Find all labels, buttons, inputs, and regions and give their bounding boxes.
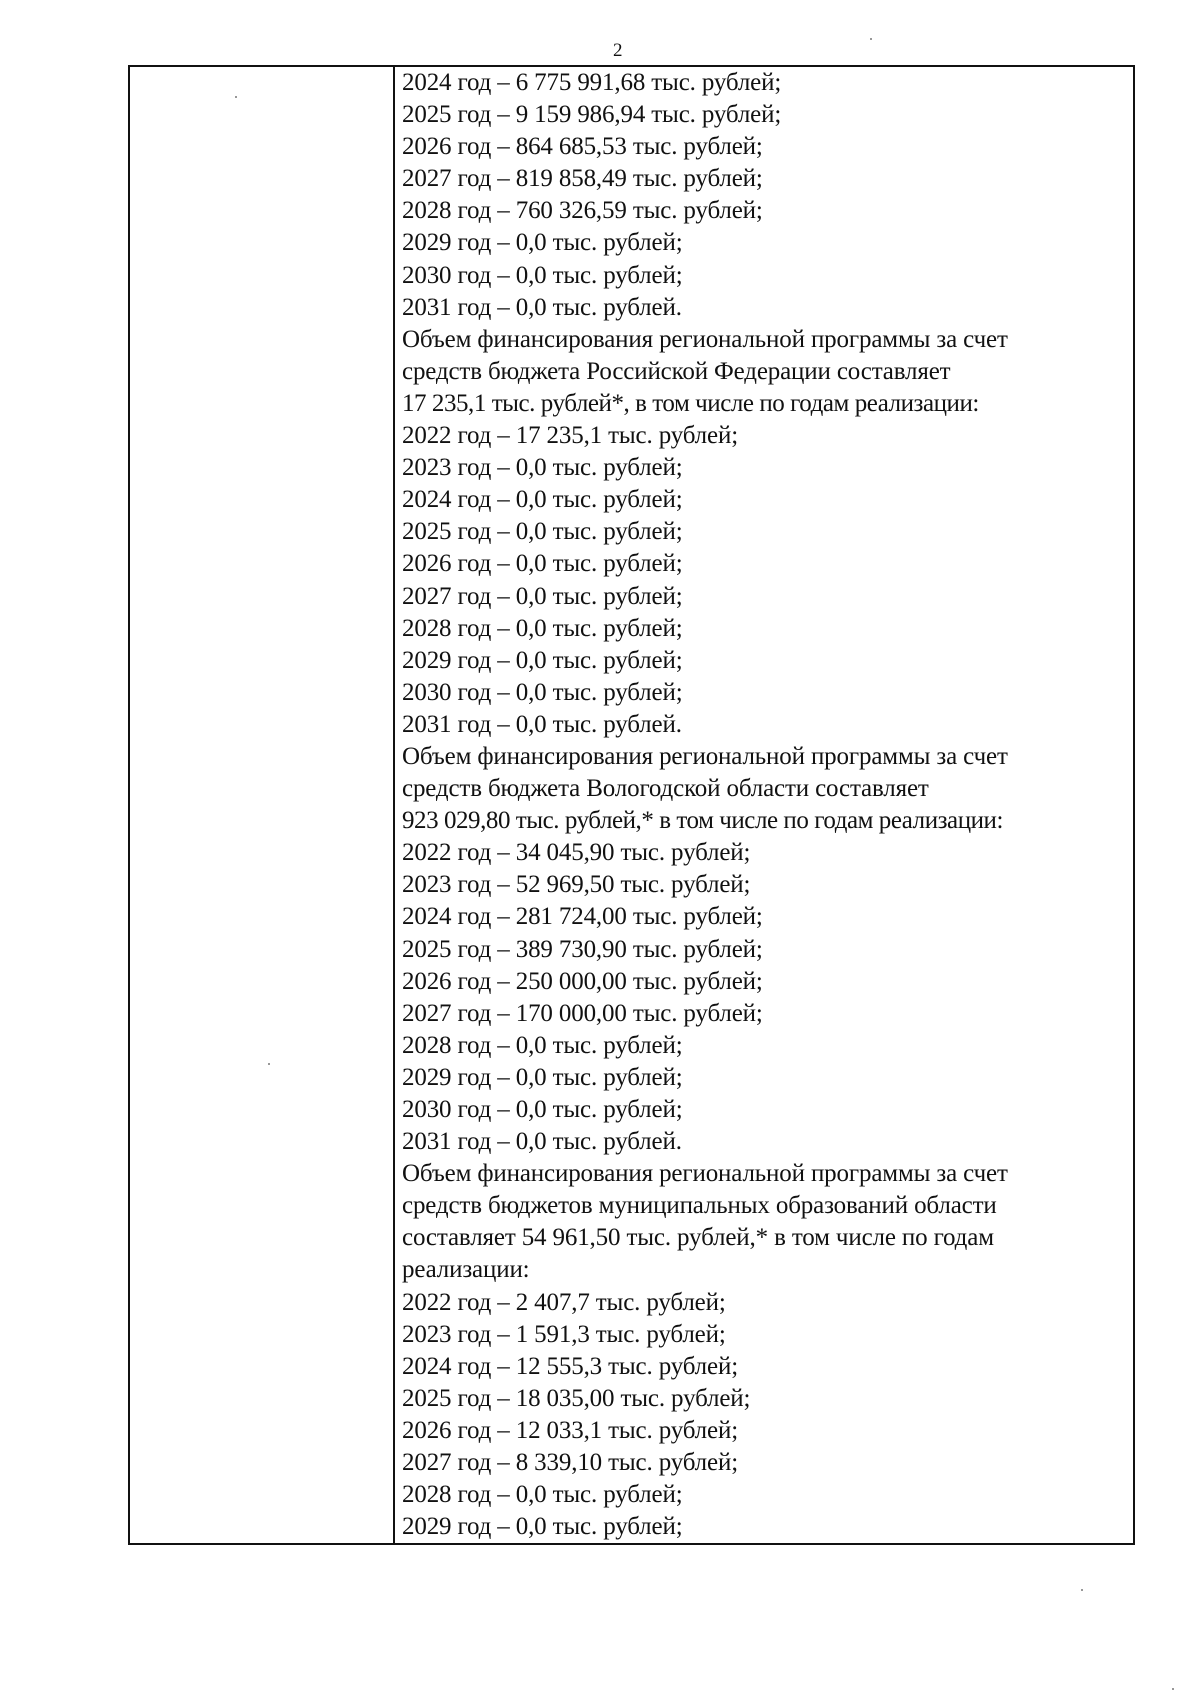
- paragraph-line: Объем финансирования региональной программы за счет: [402, 742, 1008, 770]
- text-line: 2022 год – 34 045,90 тыс. рублей;: [402, 839, 751, 867]
- text-line: 2022 год – 17 235,1 тыс. рублей;: [402, 422, 738, 450]
- text-line: 2031 год – 0,0 тыс. рублей.: [402, 1128, 682, 1156]
- text-line: 2027 год – 819 858,49 тыс. рублей;: [402, 165, 763, 193]
- text-line: 2025 год – 0,0 тыс. рублей;: [402, 518, 683, 546]
- table-left-cell: [130, 67, 395, 1543]
- text-line: 2025 год – 389 730,90 тыс. рублей;: [402, 935, 763, 963]
- text-line: 2028 год – 760 326,59 тыс. рублей;: [402, 197, 763, 225]
- text-line: 2024 год – 12 555,3 тыс. рублей;: [402, 1352, 738, 1380]
- financing-table: [128, 65, 1135, 1545]
- text-line: 2029 год – 0,0 тыс. рублей;: [402, 1063, 683, 1091]
- paragraph-line: Объем финансирования региональной программы за счет: [402, 1160, 1008, 1188]
- paragraph-line: 17 235,1 тыс. рублей*, в том числе по годам реализации:: [402, 389, 979, 417]
- text-line: 2023 год – 52 969,50 тыс. рублей;: [402, 871, 751, 899]
- paragraph-line: средств бюджета Российской Федерации составляет: [402, 357, 951, 385]
- scan-speck: [1172, 1688, 1174, 1690]
- text-line: 2030 год – 0,0 тыс. рублей;: [402, 261, 683, 289]
- text-line: 2025 год – 18 035,00 тыс. рублей;: [402, 1384, 751, 1412]
- paragraph-line: средств бюджета Вологодской области составляет: [402, 775, 929, 803]
- text-line: 2027 год – 8 339,10 тыс. рублей;: [402, 1449, 738, 1477]
- text-line: 2029 год – 0,0 тыс. рублей;: [402, 229, 683, 257]
- text-line: 2029 год – 0,0 тыс. рублей;: [402, 646, 683, 674]
- text-line: 2030 год – 0,0 тыс. рублей;: [402, 678, 683, 706]
- text-line: 2031 год – 0,0 тыс. рублей.: [402, 293, 682, 321]
- text-line: 2023 год – 0,0 тыс. рублей;: [402, 454, 683, 482]
- text-line: 2028 год – 0,0 тыс. рублей;: [402, 614, 683, 642]
- text-line: 2026 год – 250 000,00 тыс. рублей;: [402, 967, 763, 995]
- text-line: 2031 год – 0,0 тыс. рублей.: [402, 710, 682, 738]
- text-line: 2026 год – 12 033,1 тыс. рублей;: [402, 1416, 738, 1444]
- text-line: 2024 год – 281 724,00 тыс. рублей;: [402, 903, 763, 931]
- text-line: 2026 год – 0,0 тыс. рублей;: [402, 550, 683, 578]
- scan-speck: [268, 1063, 270, 1065]
- text-line: 2028 год – 0,0 тыс. рублей;: [402, 1481, 683, 1509]
- text-line: 2030 год – 0,0 тыс. рублей;: [402, 1096, 683, 1123]
- text-line: 2025 год – 9 159 986,94 тыс. рублей;: [402, 101, 782, 129]
- text-line: 2028 год – 0,0 тыс. рублей;: [402, 1031, 683, 1059]
- scan-speck: [870, 38, 872, 40]
- scan-speck: [235, 96, 237, 98]
- paragraph-line: средств бюджетов муниципальных образований области: [402, 1192, 997, 1220]
- text-line: 2024 год – 0,0 тыс. рублей;: [402, 486, 683, 514]
- text-line: 2022 год – 2 407,7 тыс. рублей;: [402, 1288, 726, 1316]
- paragraph-line: составляет 54 961,50 тыс. рублей,* в том числе по годам: [402, 1224, 994, 1252]
- paragraph-line: реализации:: [402, 1256, 530, 1284]
- paragraph-line: Объем финансирования региональной программы за счет: [402, 325, 1008, 353]
- scan-speck: [1081, 1589, 1083, 1591]
- page-number: 2: [613, 40, 623, 61]
- text-line: 2027 год – 170 000,00 тыс. рублей;: [402, 999, 763, 1027]
- text-line: 2027 год – 0,0 тыс. рублей;: [402, 582, 683, 610]
- text-line: 2026 год – 864 685,53 тыс. рублей;: [402, 133, 763, 161]
- text-line: 2024 год – 6 775 991,68 тыс. рублей;: [402, 69, 782, 96]
- table-right-cell: [395, 67, 1133, 1543]
- text-line: 2023 год – 1 591,3 тыс. рублей;: [402, 1320, 726, 1348]
- paragraph-line: 923 029,80 тыс. рублей,* в том числе по годам реализации:: [402, 807, 1003, 835]
- text-line: 2029 год – 0,0 тыс. рублей;: [402, 1513, 683, 1541]
